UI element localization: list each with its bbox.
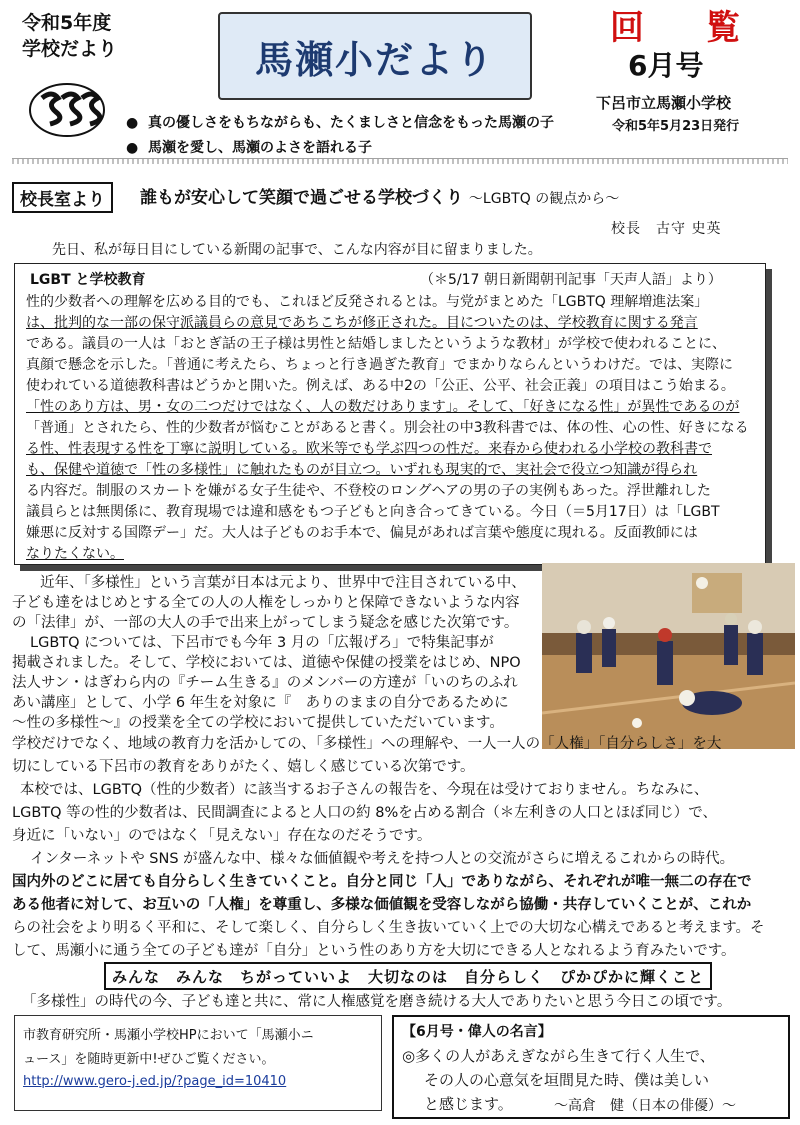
gym-class-photo [542,563,795,749]
section-label: 校長室より [12,182,113,213]
issue-month: 6月号 [628,49,704,82]
body-line: して、馬瀬小に通う全ての子ども達が「自分」という性のあり方を大切にできる人となれるよう育みたいです。 [12,943,736,959]
motto-line-1: ● 真の優しさをもちながらも、たくましさと信念をもった馬瀬の子 [126,115,554,131]
body-line: LGBTQ 等の性的少数者は、民間調査によると人口の約 8%を占める割合（＊左利きの人口とほぼ同じ）で、 [12,805,717,821]
body-line: インターネットや SNS が盛んな中、様々な価値観や考えを持つ人との交流がさらに増えるこれからの時代。 [30,851,735,867]
quote-line: も、保健や道徳で「性の多様性」に触れたものが目立つ。いずれも現実的で、実社会で役立つ知識が得られ [26,462,698,478]
bullet-icon: ● [126,115,139,131]
notice-line-1: 市教育研究所・馬瀬小学校HPにおいて「馬瀬小ニ [23,1028,314,1043]
quote-line: る内容だ。制服のスカートを嫌がる女子生徒や、不登校のロングヘアの男の子の実例もあった。浮世離れした [26,483,711,499]
quote-line: なりたくない。 [26,546,124,562]
famous-quote-heading: 【6月号・偉人の名言】 [402,1024,552,1040]
article-headline: 誰もが安心して笑顔で過ごせる学校づくり ～LGBTQ の観点から～ [140,188,620,208]
famous-quote-box [392,1015,790,1119]
quote-line: 「普通」とされたら、性的少数者が悩むことがあると書く。別会社の中3教科書では、体の性、心の性、好きになる [26,420,749,436]
notice-line-2: ュース」を随時更新中!ぜひご覧ください。 [23,1052,275,1067]
motto-line-2: ● 馬瀬を愛し、馬瀬のよさを語れる子 [126,140,372,156]
body-line: ある他者に対して、お互いの「人権」を尊重し、多様な価値観を受容しながら協働・共存していくことが、これか [12,897,752,913]
quote-line: る性、性表現する性を丁寧に説明している。欧米等でも学ぶ四つの性だ。来春から使われる小学校の教科書で [26,441,712,457]
quote-line: 議員らとは無関係に、教育現場では違和感をもつ子どもと向き合ってきている。今日（＝5月17日）は「LGBT [26,504,720,520]
highlight-slogan: みんな みんな ちがっていいよ 大切なのは 自分らしく ぴかぴかに輝くこと [104,962,712,990]
quote-line: 嫌悪に反対する国際デー」だ。大人は子どものお手本で、偏見があれば言葉や態度に現れる。反面教師には [26,525,698,541]
body-line: 切にしている下呂市の教育をありがたく、嬉しく感じている次第です。 [12,759,475,775]
famous-quote-line-1: ◎多くの人があえぎながら生きて行く人生で、 [402,1047,715,1065]
type-line: 学校だより [22,38,118,60]
body-line: の「法律」が、一部の大人の手で出来上がってしまう疑念を感じた次第です。 [12,615,519,631]
quote-line: 「性のあり方は、男・女の二つだけではなく、人の数だけあります」。そして、「好きになる性」が異性であるのが [26,399,740,415]
famous-quote-line-2: その人の心意気を垣間見た時、僕は美しい [424,1071,710,1089]
closing-line: 「多様性」の時代の今、子ども達と共に、常に人権感覚を磨き続ける大人でありたいと思う今日この頃です。 [22,994,732,1010]
body-line: LGBTQ については、下呂市でも今年 3 月の「広報げろ」で特集記事が [30,635,494,651]
website-notice-box [14,1015,382,1111]
quote-line: 真顔で懸念を示した。「普通に考えたら、ちょっと行き過ぎた教育」でまかりならんというわけだ。では、実際に [26,357,733,373]
newsletter-title-box [218,12,532,100]
school-emblem-icon [28,82,106,138]
principal-name: 校長 古守 史英 [611,221,722,237]
body-line: あい講座」として、小学 6 年生を対象に『 ありのままの自分であるために [12,695,509,711]
body-line: 近年、「多様性」という言葉が日本は元より、世界中で注目されている中、 [40,575,526,591]
quote-line: である。議員の一人は「おとぎ話の王子様は男性と結婚しましたというような教材」が学校で使われることに、 [26,336,726,352]
bullet-icon: ● [126,140,139,156]
body-line: 身近に「いない」のではなく「見えない」存在なのだそうです。 [12,828,432,844]
headline-subtitle: ～LGBTQ の観点から～ [468,191,620,207]
circulate-stamp: 回 覧 [610,8,754,48]
body-line: 国内外のどこに居ても自分らしく生きていくこと。自分と同じ「人」でありながら、それぞれが唯一無二の存在で [12,874,752,890]
newsletter-title: 馬瀬小だより [254,37,495,82]
intro-text: 先日、私が毎日目にしている新聞の記事で、こんな内容が目に留まりました。 [52,242,542,258]
famous-quote-author: ～高倉 健（日本の俳優）～ [554,1098,736,1114]
body-line: 本校では、LGBTQ（性的少数者）に該当するお子さんの報告を、今現在は受けておりません。ちなみに、 [20,782,709,798]
issue-date: 令和5年5月23日発行 [612,119,740,134]
quote-line: は、批判的な一部の保守派議員らの意見であちこちが修正された。目についたのは、学校教育に関する発言 [26,315,698,331]
body-line: 学校だけでなく、地域の教育力を活かしての、「多様性」への理解や、一人一人の「人権」「自分らしさ」を大 [12,736,722,752]
body-line: ～性の多様性～』の授業を全ての学校において提供していただいています。 [12,715,504,731]
famous-quote-line-3: と感じます。 [424,1095,513,1113]
body-line: 法人サン・はぎわら内の『チーム生きる』のメンバーの方達が「いのちのふれ [12,675,518,691]
school-website-link[interactable]: http://www.gero-j.ed.jp/?page_id=10410 [23,1074,287,1089]
year-line: 令和5年度 [22,12,112,34]
quote-line: 使われている道徳教科書はどうかと開いた。例えば、ある中2の「公正、公平、社会正義」の項目はこう始まる。 [26,378,735,394]
masthead-year [22,10,117,62]
quote-source: （＊5/17 朝日新聞朝刊記事「天声人語」より） [420,272,722,288]
divider [12,158,788,164]
body-line: 子ども達をはじめとする全ての人の人権をしっかりと保障できないような内容 [12,595,520,611]
quote-heading: LGBT と学校教育 [30,272,146,288]
body-line: らの社会をより明るく平和に、そして楽しく、自分らしく生き抜いていく上での大切な心構えであると考えます。そ [12,920,765,936]
body-line: 掲載されました。そして、学校においては、道徳や保健の授業をはじめ、NPO [12,655,521,671]
school-name: 下呂市立馬瀬小学校 [596,94,732,112]
quote-line: 性的少数者への理解を広める目的でも、これほど反発されるとは。与党がまとめた「LGBTQ 理解増進法案」 [26,294,709,310]
